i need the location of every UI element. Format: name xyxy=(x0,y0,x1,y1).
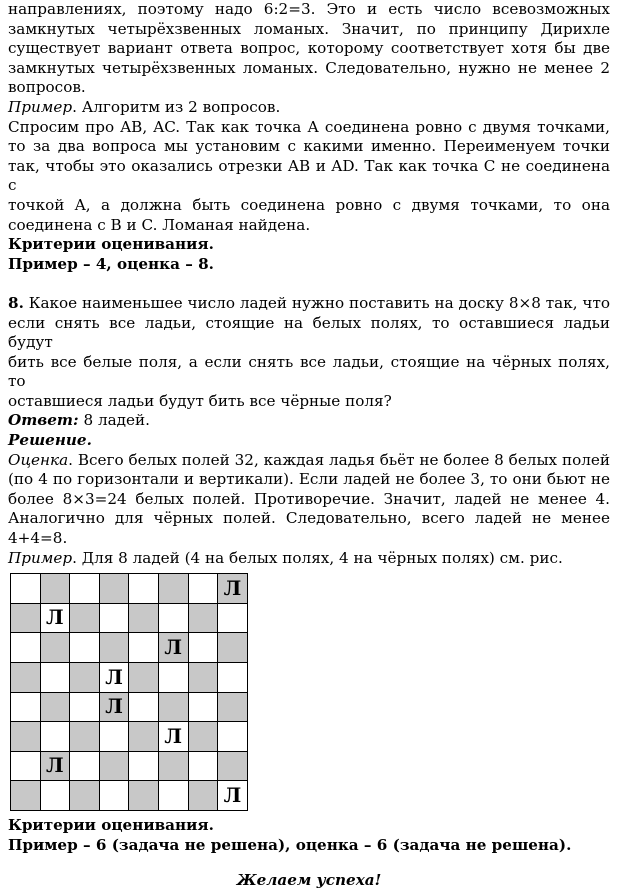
problem-number: 8. xyxy=(8,293,24,312)
board-cell-gray xyxy=(41,693,71,723)
solution-label: Решение. xyxy=(8,431,92,450)
problem-text: Какое наименьшее число ладей нужно поставить на доску 8×8 так, что xyxy=(23,293,610,312)
board-cell-white xyxy=(11,693,41,723)
problem-8-line: оставшиеся ладьи будут бить все чёрные поля? xyxy=(8,391,392,410)
example-2-line xyxy=(8,549,610,569)
board-cell-white xyxy=(189,633,219,663)
example-1-line: точкой A, а должна быть соединена ровно с двумя точками, то она xyxy=(8,195,610,214)
board-cell-white xyxy=(70,752,100,782)
estimate-line: Аналогично для чёрных полей. Следовательно, всего ладей не менее xyxy=(8,509,610,528)
board-cell-white xyxy=(70,574,100,604)
rook-symbol: Л xyxy=(223,575,242,600)
example-label: Пример xyxy=(8,548,73,567)
board-cell-white xyxy=(100,722,130,752)
board-cell-rook xyxy=(159,633,189,663)
answer-text: 8 ладей. xyxy=(78,411,150,430)
board-cell-gray xyxy=(189,722,219,752)
board-cell-gray xyxy=(218,633,248,663)
rook-symbol: Л xyxy=(105,664,123,689)
board-cell-white xyxy=(129,752,159,782)
board-cell-white xyxy=(189,693,219,723)
board-cell-gray xyxy=(129,722,159,752)
board-cell-gray xyxy=(100,574,130,604)
example-label: Пример xyxy=(8,97,73,116)
board-cell-gray xyxy=(159,574,189,604)
board-cell-white xyxy=(70,633,100,663)
rook-symbol: Л xyxy=(46,753,64,778)
board-cell-gray xyxy=(11,604,41,634)
board-cell-white xyxy=(189,752,219,782)
answer-line xyxy=(8,411,610,431)
board-cell-rook xyxy=(100,693,130,723)
board-cell-white xyxy=(11,633,41,663)
rook-symbol: Л xyxy=(46,605,64,630)
page xyxy=(8,0,610,891)
problem-8-line: бить все белые поля, а если снять все ладьи, стоящие на чёрных полях, то xyxy=(8,352,610,391)
rook-symbol: Л xyxy=(105,694,123,719)
board-cell-gray xyxy=(41,574,71,604)
board-cell-gray xyxy=(70,604,100,634)
board-cell-rook xyxy=(41,604,71,634)
board-cell-gray xyxy=(70,722,100,752)
board-cell-gray xyxy=(129,604,159,634)
board-cell-rook xyxy=(100,663,130,693)
board-cell-white xyxy=(11,752,41,782)
board-cell-white xyxy=(159,604,189,634)
estimate-label: Оценка xyxy=(8,450,69,469)
board-cell-rook xyxy=(218,574,248,604)
closing-wish: Желаем успеха! xyxy=(236,871,382,890)
board-cell-white xyxy=(41,722,71,752)
criteria-1-title: Критерии оценивания. xyxy=(8,235,214,254)
text-line: вопросов. xyxy=(8,78,86,97)
board-cell-white xyxy=(129,633,159,663)
text-line: направлениях, поэтому надо 6:2=3. Это и есть число всевозможных xyxy=(8,0,610,18)
estimate-text: . Всего белых полей 32, каждая ладья бьёт не более 8 белых полей xyxy=(68,450,610,469)
board-cell-gray xyxy=(100,633,130,663)
chessboard xyxy=(10,573,248,811)
board-cell-gray xyxy=(100,752,130,782)
example-1-line: Спросим про AB, AC. Так как точка А соединена ровно с двумя точками, xyxy=(8,117,610,136)
board-cell-white xyxy=(129,574,159,604)
board-cell-white xyxy=(218,722,248,752)
board-cell-white xyxy=(100,604,130,634)
criteria-1-text: Пример – 4, оценка – 8. xyxy=(8,254,214,273)
problem-8-line xyxy=(8,294,610,314)
problem-8-line: если снять все ладьи, стоящие на белых полях, то оставшиеся ладьи будут xyxy=(8,313,610,352)
estimate-line xyxy=(8,451,610,471)
board-cell-white xyxy=(70,693,100,723)
spacer xyxy=(8,274,610,294)
board-cell-gray xyxy=(129,781,159,811)
criteria-2-title: Критерии оценивания. xyxy=(8,815,214,834)
board-cell-gray xyxy=(129,663,159,693)
board-cell-gray xyxy=(159,693,189,723)
chessboard-figure xyxy=(10,573,610,811)
example-1-line: соединена с B и C. Ломаная найдена. xyxy=(8,215,311,234)
board-cell-white xyxy=(189,574,219,604)
estimate-line: более 8×3=24 белых полей. Противоречие. Значит, ладей не менее 4. xyxy=(8,489,610,508)
board-cell-white xyxy=(100,781,130,811)
board-cell-rook xyxy=(41,752,71,782)
estimate-line: (по 4 по горизонтали и вертикали). Если ладей не более 3, то они бьют не xyxy=(8,470,610,489)
board-cell-gray xyxy=(11,781,41,811)
text-line: замкнутых четырёхзвенных ломаных. Следовательно, нужно не менее 2 xyxy=(8,58,610,77)
text-line: существует вариант ответа вопрос, которому соответствует хотя бы две xyxy=(8,39,610,58)
board-cell-gray xyxy=(11,722,41,752)
board-cell-rook xyxy=(218,781,248,811)
board-cell-gray xyxy=(218,693,248,723)
rook-symbol: Л xyxy=(223,782,242,807)
board-cell-gray xyxy=(70,663,100,693)
board-cell-rook xyxy=(159,722,189,752)
board-cell-white xyxy=(159,663,189,693)
board-cell-white xyxy=(129,693,159,723)
example-1-line: так, чтобы это оказались отрезки AB и AD. Так как точка C не соединена с xyxy=(8,156,610,195)
board-cell-white xyxy=(41,663,71,693)
board-cell-white xyxy=(218,604,248,634)
example-text: . Алгоритм из 2 вопросов. xyxy=(72,97,281,116)
board-cell-white xyxy=(159,781,189,811)
board-cell-gray xyxy=(41,633,71,663)
board-cell-gray xyxy=(189,663,219,693)
rook-symbol: Л xyxy=(164,723,183,748)
text-line: замкнутых четырёхзвенных ломаных. Значит, по принципу Дирихле xyxy=(8,19,610,38)
board-cell-white xyxy=(218,663,248,693)
example-1-heading xyxy=(8,98,610,118)
answer-label: Ответ: xyxy=(8,411,79,430)
example-1-line: то за два вопроса мы установим с какими именно. Переименуем точки xyxy=(8,137,610,156)
board-cell-gray xyxy=(70,781,100,811)
board-cell-gray xyxy=(218,752,248,782)
board-cell-gray xyxy=(189,781,219,811)
criteria-2-text: Пример – 6 (задача не решена), оценка – 6 (задача не решена). xyxy=(8,835,572,854)
board-cell-white xyxy=(11,574,41,604)
board-cell-white xyxy=(41,781,71,811)
rook-symbol: Л xyxy=(164,634,183,659)
example-text: . Для 8 ладей (4 на белых полях, 4 на чёрных полях) см. рис. xyxy=(72,548,563,567)
estimate-line: 4+4=8. xyxy=(8,529,68,548)
board-cell-gray xyxy=(11,663,41,693)
board-cell-gray xyxy=(189,604,219,634)
board-cell-gray xyxy=(159,752,189,782)
